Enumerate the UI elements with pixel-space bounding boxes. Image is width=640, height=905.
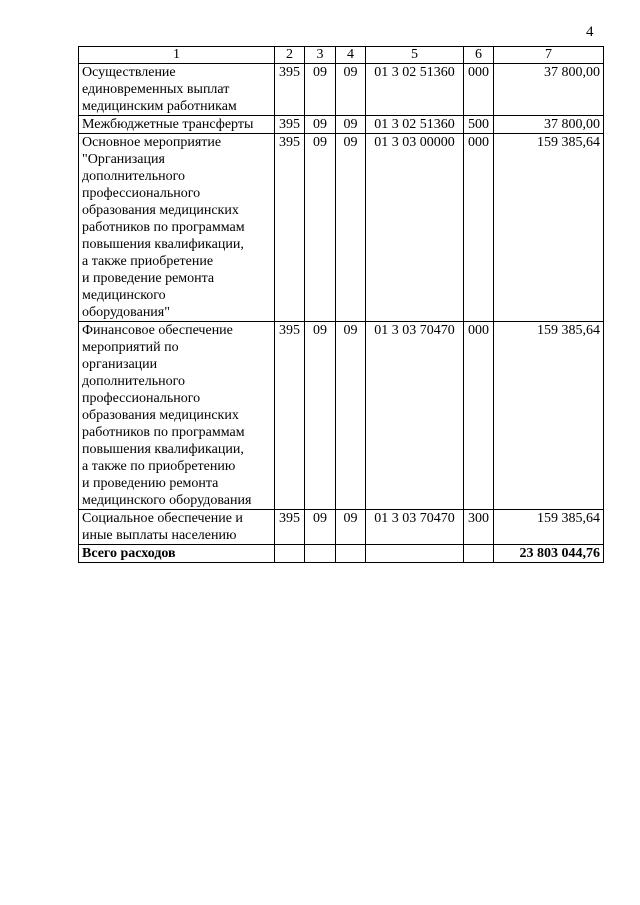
row-amount-cell: 159 385,64	[494, 510, 604, 545]
row-code-cell: 09	[305, 322, 336, 510]
header-row	[79, 47, 604, 64]
row-name-line: образования медицинских	[82, 408, 239, 423]
row-name-line: а также приобретение	[82, 254, 214, 269]
table-row	[79, 134, 604, 322]
row-name-line: единовременных выплат	[82, 82, 230, 97]
header-cell: 5	[366, 47, 464, 64]
row-name-line: Финансовое обеспечение	[82, 323, 233, 338]
row-name-line: оборудования"	[82, 305, 170, 320]
row-name-cell	[79, 116, 275, 134]
row-name-line: мероприятий по	[82, 340, 179, 355]
row-code-cell: 395	[275, 116, 305, 134]
row-name-line: повышения квалификации,	[82, 442, 244, 457]
row-name-line: дополнительного	[82, 169, 185, 184]
row-code-cell: 09	[305, 510, 336, 545]
row-code-cell: 500	[464, 116, 494, 134]
row-name-line: организации	[82, 357, 158, 372]
row-amount-cell: 37 800,00	[494, 64, 604, 116]
row-amount-cell: 159 385,64	[494, 134, 604, 322]
row-name-line: профессионального	[82, 391, 201, 406]
header-cell: 7	[494, 47, 604, 64]
page-number: 4	[586, 24, 594, 40]
row-code-cell: 01 3 03 00000	[366, 134, 464, 322]
header-cell: 3	[305, 47, 336, 64]
row-name-line: Осуществление	[82, 65, 176, 80]
row-code-cell: 09	[336, 134, 366, 322]
row-code-cell: 01 3 03 70470	[366, 510, 464, 545]
row-name-line: Межбюджетные трансферты	[82, 117, 254, 132]
row-code-cell: 300	[464, 510, 494, 545]
row-amount-cell: 159 385,64	[494, 322, 604, 510]
row-code-cell: 000	[464, 134, 494, 322]
row-name-line: Основное мероприятие	[82, 135, 222, 150]
row-name-line: а также по приобретению	[82, 459, 236, 474]
row-name-line: Социальное обеспечение и	[82, 511, 243, 526]
row-name-line: профессионального	[82, 186, 201, 201]
row-code-cell: 01 3 02 51360	[366, 64, 464, 116]
row-code-cell: 09	[336, 64, 366, 116]
total-empty-cell	[366, 545, 464, 563]
row-name-line: и проведению ремонта	[82, 476, 219, 491]
total-empty-cell	[275, 545, 305, 563]
row-amount-cell: 37 800,00	[494, 116, 604, 134]
header-cell: 4	[336, 47, 366, 64]
header-cell: 1	[79, 47, 275, 64]
table-row	[79, 510, 604, 545]
row-code-cell: 000	[464, 322, 494, 510]
row-name-line: образования медицинских	[82, 203, 239, 218]
row-code-cell: 09	[336, 116, 366, 134]
row-code-cell: 395	[275, 134, 305, 322]
total-empty-cell	[305, 545, 336, 563]
row-name-line: работников по программам	[82, 220, 245, 235]
row-code-cell: 09	[305, 116, 336, 134]
table-body	[79, 64, 604, 563]
total-label: Всего расходов	[79, 545, 275, 563]
row-code-cell: 395	[275, 64, 305, 116]
row-code-cell: 09	[336, 510, 366, 545]
table-row	[79, 116, 604, 134]
header-cell: 2	[275, 47, 305, 64]
table-row	[79, 64, 604, 116]
row-name-line: медицинским работникам	[82, 99, 237, 114]
row-name-cell	[79, 510, 275, 545]
row-code-cell: 01 3 03 70470	[366, 322, 464, 510]
row-name-line: дополнительного	[82, 374, 185, 389]
row-name-line: медицинского	[82, 288, 166, 303]
row-name-line: "Организация	[82, 152, 165, 167]
row-code-cell: 09	[305, 64, 336, 116]
row-name-line: работников по программам	[82, 425, 245, 440]
total-empty-cell	[464, 545, 494, 563]
row-code-cell: 395	[275, 322, 305, 510]
table-row	[79, 322, 604, 510]
row-name-line: и проведение ремонта	[82, 271, 215, 286]
header-cell: 6	[464, 47, 494, 64]
row-code-cell: 000	[464, 64, 494, 116]
row-name-cell	[79, 322, 275, 510]
row-name-line: иные выплаты населению	[82, 528, 237, 543]
total-amount: 23 803 044,76	[494, 545, 604, 563]
row-name-line: медицинского оборудования	[82, 493, 252, 508]
row-code-cell: 09	[336, 322, 366, 510]
row-name-line: повышения квалификации,	[82, 237, 244, 252]
total-empty-cell	[336, 545, 366, 563]
total-row	[79, 545, 604, 563]
row-code-cell: 01 3 02 51360	[366, 116, 464, 134]
row-name-cell	[79, 64, 275, 116]
row-name-cell	[79, 134, 275, 322]
row-code-cell: 09	[305, 134, 336, 322]
budget-table	[78, 46, 604, 563]
row-code-cell: 395	[275, 510, 305, 545]
